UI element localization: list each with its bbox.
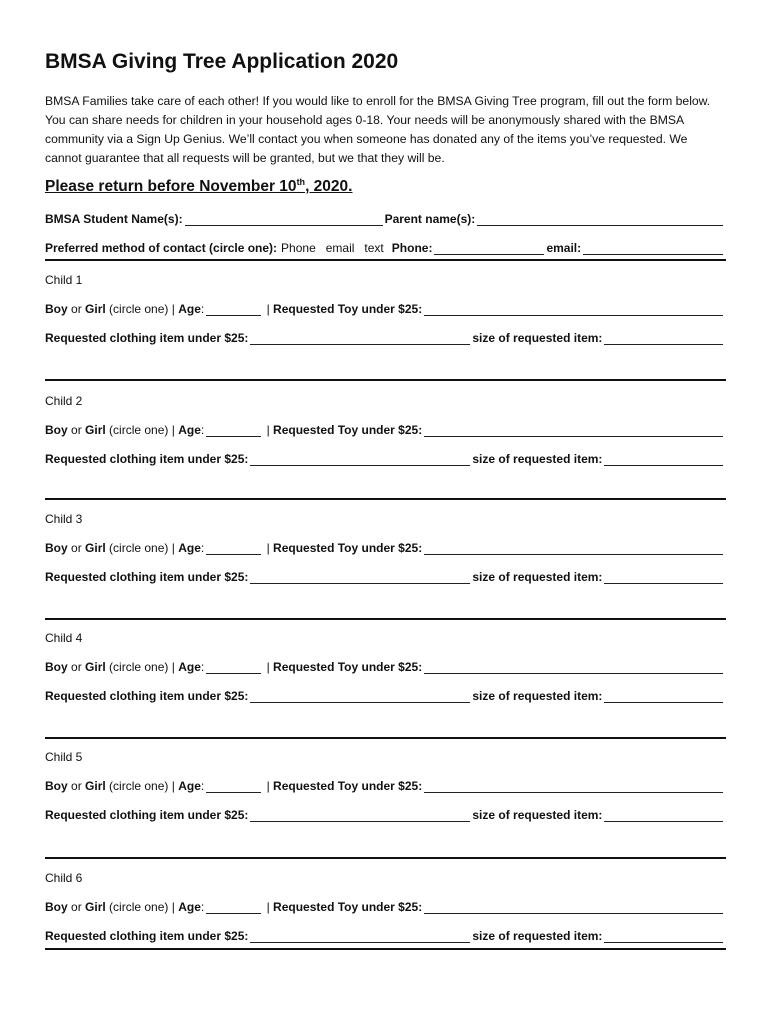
divider bbox=[45, 259, 726, 261]
clothing-field[interactable] bbox=[250, 333, 470, 345]
student-parent-row bbox=[45, 212, 725, 226]
contact-method-label: Preferred method of contact (circle one): bbox=[45, 241, 278, 255]
clothing-field[interactable] bbox=[250, 454, 470, 466]
child-toy-row bbox=[45, 900, 725, 914]
circle-one-note: (circle one) bbox=[109, 541, 169, 555]
clothing-label: Requested clothing item under $25: bbox=[45, 331, 249, 345]
child-section-6 bbox=[45, 871, 725, 991]
age-colon: : bbox=[200, 660, 205, 674]
separator-pipe: | bbox=[266, 660, 270, 674]
child-clothing-row bbox=[45, 929, 725, 943]
separator-pipe: | bbox=[266, 900, 270, 914]
boy-option[interactable]: Boy bbox=[45, 541, 68, 555]
clothing-label: Requested clothing item under $25: bbox=[45, 929, 249, 943]
clothing-label: Requested clothing item under $25: bbox=[45, 570, 249, 584]
intro-paragraph: BMSA Families take care of each other! If you would like to enroll for the BMSA Giving Tree program, fill out the form below. You can share needs for children in your household ages 0-18. Your needs will be anonymously shared with the BMSA community via a Sign Up Genius. We’ll contact you when someone has donated any of the items you’ve requested. We cannot guarantee that all requests will be granted, but we that they will be. bbox=[45, 94, 711, 165]
phone-field[interactable] bbox=[434, 243, 544, 255]
age-label: Age bbox=[178, 302, 201, 316]
age-field[interactable] bbox=[206, 781, 261, 793]
toy-label: Requested Toy under $25: bbox=[273, 900, 423, 914]
boy-option[interactable]: Boy bbox=[45, 779, 68, 793]
age-field[interactable] bbox=[206, 543, 261, 555]
divider bbox=[45, 857, 726, 859]
child-title: Child 3 bbox=[45, 512, 83, 526]
size-label: size of requested item: bbox=[472, 689, 603, 703]
contact-method-options[interactable]: Phone email text bbox=[281, 241, 384, 255]
child-section-4 bbox=[45, 631, 725, 751]
girl-option[interactable]: Girl bbox=[85, 541, 106, 555]
separator-pipe: | bbox=[266, 423, 270, 437]
toy-field[interactable] bbox=[424, 781, 723, 793]
girl-option[interactable]: Girl bbox=[85, 900, 106, 914]
circle-one-note: (circle one) bbox=[109, 423, 169, 437]
divider bbox=[45, 379, 726, 381]
size-field[interactable] bbox=[604, 454, 723, 466]
child-clothing-row bbox=[45, 331, 725, 345]
age-field[interactable] bbox=[206, 304, 261, 316]
divider bbox=[45, 618, 726, 620]
age-label: Age bbox=[178, 541, 201, 555]
email-label: email: bbox=[546, 241, 582, 255]
age-field[interactable] bbox=[206, 662, 261, 674]
clothing-field[interactable] bbox=[250, 810, 470, 822]
size-field[interactable] bbox=[604, 572, 723, 584]
child-toy-row bbox=[45, 779, 725, 793]
parent-name-field[interactable] bbox=[477, 214, 723, 226]
girl-option[interactable]: Girl bbox=[85, 302, 106, 316]
toy-field[interactable] bbox=[424, 304, 723, 316]
separator-pipe: | bbox=[171, 900, 175, 914]
phone-label: Phone: bbox=[391, 241, 433, 255]
child-clothing-row bbox=[45, 570, 725, 584]
separator-pipe: | bbox=[171, 423, 175, 437]
clothing-label: Requested clothing item under $25: bbox=[45, 689, 249, 703]
girl-option[interactable]: Girl bbox=[85, 660, 106, 674]
child-section-5 bbox=[45, 750, 725, 870]
child-section-3 bbox=[45, 512, 725, 632]
toy-field[interactable] bbox=[424, 902, 723, 914]
child-toy-row bbox=[45, 660, 725, 674]
age-field[interactable] bbox=[206, 902, 261, 914]
student-name-label: BMSA Student Name(s): bbox=[45, 212, 183, 226]
child-clothing-row bbox=[45, 808, 725, 822]
boy-option[interactable]: Boy bbox=[45, 423, 68, 437]
boy-option[interactable]: Boy bbox=[45, 900, 68, 914]
email-field[interactable] bbox=[583, 243, 723, 255]
age-colon: : bbox=[200, 423, 205, 437]
or-text: or bbox=[71, 541, 82, 555]
age-label: Age bbox=[178, 900, 201, 914]
age-label: Age bbox=[178, 423, 201, 437]
toy-field[interactable] bbox=[424, 425, 723, 437]
child-title: Child 5 bbox=[45, 750, 83, 764]
child-toy-row bbox=[45, 302, 725, 316]
age-label: Age bbox=[178, 779, 201, 793]
child-title: Child 6 bbox=[45, 871, 83, 885]
toy-label: Requested Toy under $25: bbox=[273, 423, 423, 437]
separator-pipe: | bbox=[171, 302, 175, 316]
child-toy-row bbox=[45, 423, 725, 437]
toy-field[interactable] bbox=[424, 543, 723, 555]
or-text: or bbox=[71, 302, 82, 316]
toy-field[interactable] bbox=[424, 662, 723, 674]
separator-pipe: | bbox=[171, 541, 175, 555]
clothing-field[interactable] bbox=[250, 691, 470, 703]
child-title: Child 4 bbox=[45, 631, 83, 645]
size-field[interactable] bbox=[604, 931, 723, 943]
or-text: or bbox=[71, 779, 82, 793]
page-title: BMSA Giving Tree Application 2020 bbox=[45, 50, 399, 73]
boy-option[interactable]: Boy bbox=[45, 302, 68, 316]
age-field[interactable] bbox=[206, 425, 261, 437]
child-section-1 bbox=[45, 273, 725, 393]
age-label: Age bbox=[178, 660, 201, 674]
parent-name-label: Parent name(s): bbox=[384, 212, 476, 226]
child-title: Child 1 bbox=[45, 273, 83, 287]
return-deadline-year: , 2020. bbox=[305, 178, 353, 196]
circle-one-note: (circle one) bbox=[109, 302, 169, 316]
separator-pipe: | bbox=[266, 779, 270, 793]
girl-option[interactable]: Girl bbox=[85, 423, 106, 437]
age-colon: : bbox=[200, 900, 205, 914]
size-label: size of requested item: bbox=[472, 331, 603, 345]
separator-pipe: | bbox=[266, 541, 270, 555]
or-text: or bbox=[71, 660, 82, 674]
girl-option[interactable]: Girl bbox=[85, 779, 106, 793]
age-colon: : bbox=[200, 541, 205, 555]
child-clothing-row bbox=[45, 452, 725, 466]
student-name-field[interactable] bbox=[185, 214, 383, 226]
size-label: size of requested item: bbox=[472, 452, 603, 466]
return-deadline bbox=[45, 177, 352, 196]
size-field[interactable] bbox=[604, 810, 723, 822]
separator-pipe: | bbox=[171, 660, 175, 674]
toy-label: Requested Toy under $25: bbox=[273, 541, 423, 555]
separator-pipe: | bbox=[266, 302, 270, 316]
size-label: size of requested item: bbox=[472, 808, 603, 822]
child-clothing-row bbox=[45, 689, 725, 703]
size-label: size of requested item: bbox=[472, 570, 603, 584]
return-deadline-sup: th bbox=[296, 177, 306, 187]
child-title: Child 2 bbox=[45, 394, 83, 408]
size-label: size of requested item: bbox=[472, 929, 603, 943]
clothing-field[interactable] bbox=[250, 572, 470, 584]
child-toy-row bbox=[45, 541, 725, 555]
boy-option[interactable]: Boy bbox=[45, 660, 68, 674]
size-field[interactable] bbox=[604, 691, 723, 703]
separator-pipe: | bbox=[171, 779, 175, 793]
circle-one-note: (circle one) bbox=[109, 900, 169, 914]
age-colon: : bbox=[200, 779, 205, 793]
circle-one-note: (circle one) bbox=[109, 779, 169, 793]
or-text: or bbox=[71, 423, 82, 437]
or-text: or bbox=[71, 900, 82, 914]
divider bbox=[45, 498, 726, 500]
size-field[interactable] bbox=[604, 333, 723, 345]
contact-row bbox=[45, 241, 725, 255]
clothing-label: Requested clothing item under $25: bbox=[45, 808, 249, 822]
child-section-2 bbox=[45, 394, 725, 514]
toy-label: Requested Toy under $25: bbox=[273, 302, 423, 316]
toy-label: Requested Toy under $25: bbox=[273, 779, 423, 793]
divider bbox=[45, 737, 726, 739]
clothing-label: Requested clothing item under $25: bbox=[45, 452, 249, 466]
age-colon: : bbox=[200, 302, 205, 316]
circle-one-note: (circle one) bbox=[109, 660, 169, 674]
toy-label: Requested Toy under $25: bbox=[273, 660, 423, 674]
clothing-field[interactable] bbox=[250, 931, 470, 943]
divider bbox=[45, 948, 726, 950]
return-deadline-text: Please return before November 10 bbox=[45, 178, 297, 196]
